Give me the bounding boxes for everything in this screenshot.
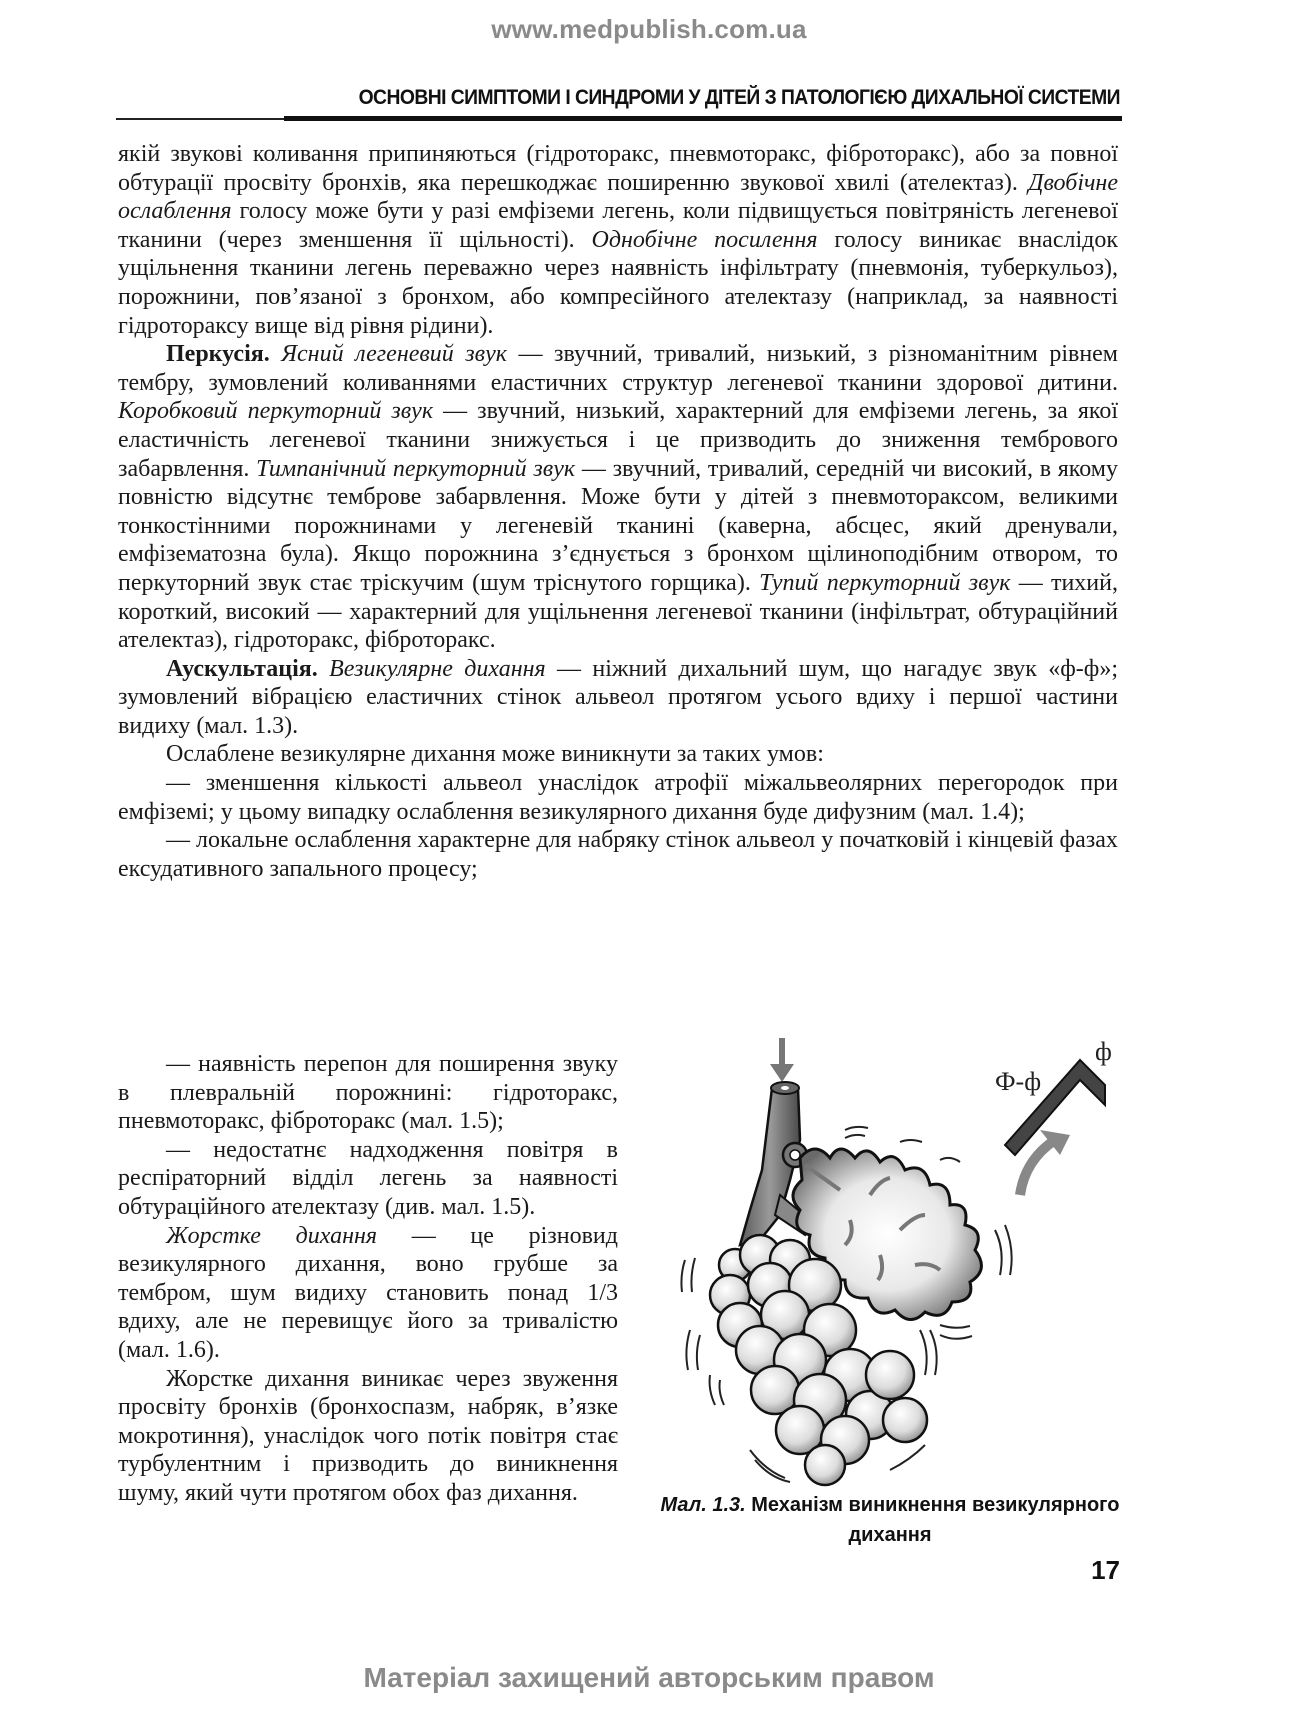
list-item-pleural: — наявність перепон для поширення звуку в плевральній порожнині: гідроторакс, пневмоторакс, фіброторакс (мал. 1.5); <box>118 1051 618 1135</box>
term-italic: Двобічне ослаблення <box>118 169 1118 225</box>
watermark-top: www.medpublish.com.ua <box>491 14 807 44</box>
list-item-local: — локальне ослаблення характерне для набряку стінок альвеол у початковій і кінцевій фазах ексудативного запального процесу; <box>118 827 1118 882</box>
inflow-arrow-icon <box>770 1038 794 1082</box>
paragraph-harsh-definition: Жорстке дихання — це різновид везикулярного дихання, воно грубше за тембром, шум видиху становить понад 1/3 вдиху, але не перевищує його за тривалістю (мал. 1.6). <box>118 1222 618 1363</box>
section-heading-percussion: Перкусія. <box>166 341 270 368</box>
paragraph-1: якій звукові коливання припиняються (гідроторакс, пневмоторакс, фіброторакс), або за повної обтурації просвіту бронхів, яка перешкоджає поширенню звукової хвилі (ателектаз). Двобічне ослаблення голосу може бути у разі емфіземи легень, коли підвищується повітряність легеневої тканини (через зменшення її щільності). Однобічне посилення голосу виникає внаслідок ущільнення тканини легень переважно через наявність інфільтрату (пневмонія, туберкульоз), порожнини, пов’язаної з бронхом, або компресійного ателектазу (наприклад, за наявності гідротораксу вище від рівня рідини). <box>118 141 1118 339</box>
paragraph-harsh-cause: Жорстке дихання виникає через звуження просвіту бронхів (бронхоспазм, набряк, в’язке мокротиння), унаслідок чого потік повітря стає турбулентним і призводить до виникнення шуму, який чути протягом обох фаз дихання. <box>118 1365 618 1506</box>
watermark-bottom: Матеріал захищений авторським правом <box>363 1662 935 1693</box>
term-italic: Однобічне посилення <box>591 226 818 253</box>
list-item-atelectasis: — недостатнє надходження повітря в респіраторний відділ легень за наявності обтураційного ателектазу (див. мал. 1.5). <box>118 1136 618 1220</box>
figure-label-sound: Ф-ф <box>995 1067 1042 1096</box>
main-text <box>118 140 1118 883</box>
section-heading-auscultation: Аускультація. <box>166 655 318 682</box>
column-text <box>118 1050 618 1508</box>
paragraph-auscultation: Аускультація. Везикулярне дихання — ніжний дихальний шум, що нагадує звук «ф-ф»; зумовлений вібрацією еластичних стінок альвеол протягом усього вдиху і першої частини видиху (мал. 1.3). <box>118 655 1118 739</box>
list-item-emphysema: — зменшення кількості альвеол унаслідок атрофії міжальвеолярних перегородок при емфіземі; у цьому випадку ослаблення везикулярного дихання буде дифузним (мал. 1.4); <box>118 770 1118 825</box>
outflow-arrow-icon <box>1020 1140 1055 1195</box>
paragraph-weakened-intro: Ослаблене везикулярне дихання може виникнути за таких умов: <box>166 741 824 768</box>
header-rule-thin <box>116 118 286 120</box>
figure-caption-text: Механізм виникнення везикулярного дихання <box>745 1494 1120 1546</box>
figure-caption-label: Мал. 1.3. <box>660 1494 746 1516</box>
figure-vesicular-breathing <box>640 1030 1120 1490</box>
page-number: 17 <box>1091 1555 1120 1585</box>
figure-caption <box>660 1490 1120 1550</box>
running-head: ОСНОВНІ СИМПТОМИ І СИНДРОМИ У ДІТЕЙ З ПАТОЛОГІЄЮ ДИХАЛЬНОЇ СИСТЕМИ <box>358 86 1120 109</box>
header-rule-thick <box>284 116 1122 121</box>
alveoli-illustration <box>640 1030 1120 1490</box>
paragraph-percussion: Перкусія. Ясний легеневий звук — звучний, тривалий, низький, з різноманітним рівнем тембру, зумовлений коливаннями еластичних структур легеневої тканини здорової дитини. Коробковий перкуторний звук — звучний, низький, характерний для емфіземи легень, за якої еластичність легеневої тканини знижується і це призводить до зниження тембрового забарвлення. Тимпанічний перкуторний звук — звучний, тривалий, середній чи високий, в якому повністю відсутнє темброве забарвлення. Може бути у дітей з пневмотораксом, великими тонкостінними порожнинами у легеневій тканині (каверна, абсцес, який дренували, емфізематозна була). Якщо порожнина з’єднується з бронхом щілиноподібним отвором, то перкуторний звук стає тріскучим (шум тріснутого горщика). Тупий перкуторний звук — тихий, короткий, високий — характерний для ущільнення легеневої тканини (інфільтрат, обтураційний ателектаз), гідроторакс, фіброторакс. <box>118 341 1118 654</box>
figure-label-small: ф <box>1095 1037 1112 1066</box>
